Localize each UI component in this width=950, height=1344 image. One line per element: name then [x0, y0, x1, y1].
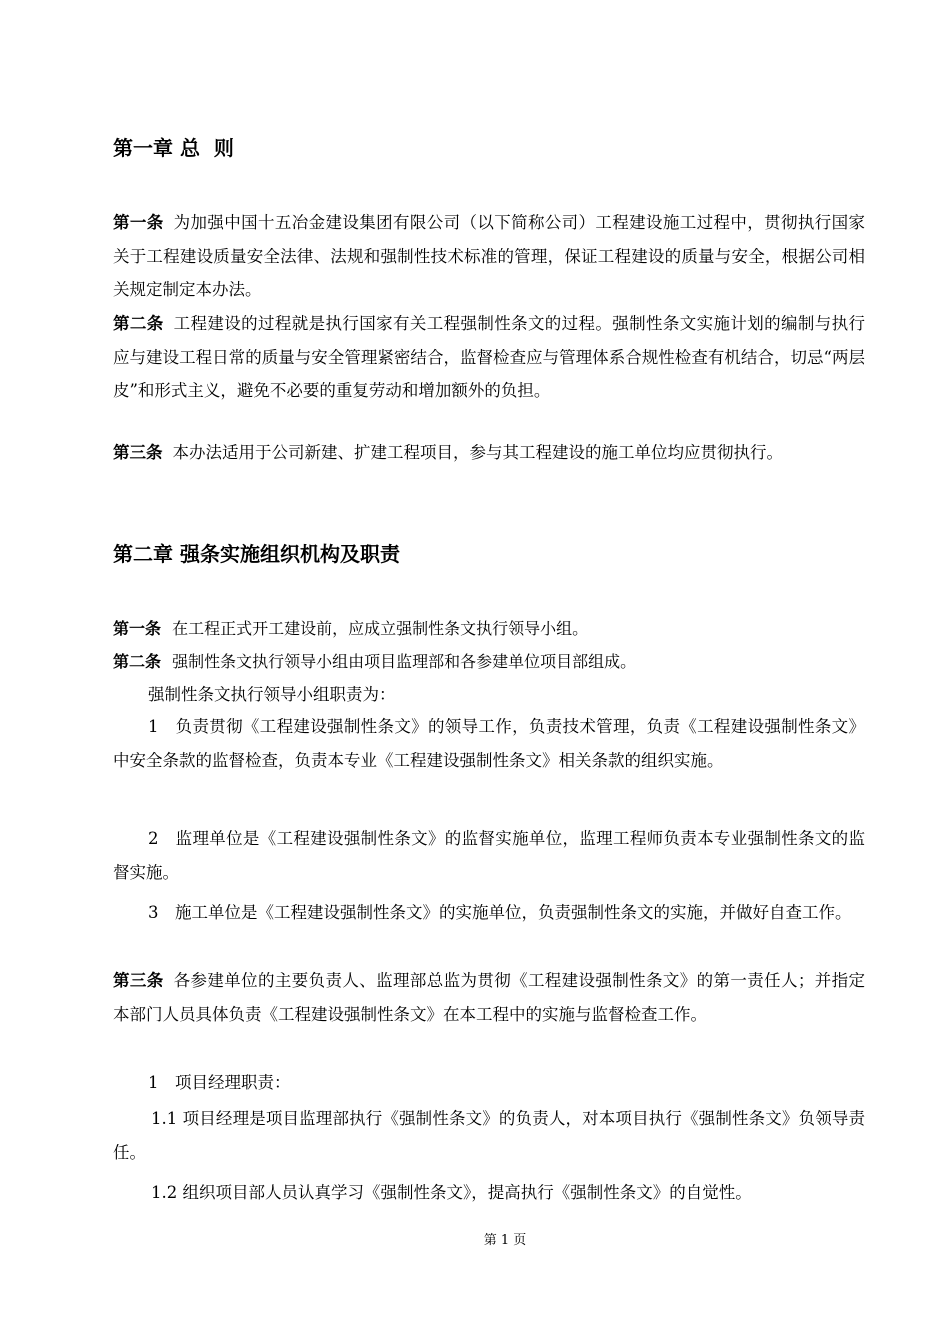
duty-item-2: 2 监理单位是《工程建设强制性条文》的监督实施单位，监理工程师负责本专业强制性条文的监督实施。: [113, 829, 865, 882]
article-label: 第三条: [113, 443, 163, 462]
article-text: 在工程正式开工建设前，应成立强制性条文执行领导小组。: [172, 619, 589, 638]
chapter-2-title: 第二章 强条实施组织机构及职责: [113, 542, 400, 566]
article-text: 强制性条文执行领导小组由项目监理部和各参建单位项目部组成。: [172, 652, 637, 671]
chapter-2-article-3: [113, 964, 865, 1031]
duty-item-3: 3 施工单位是《工程建设强制性条文》的实施单位，负责强制性条文的实施，并做好自查工作。: [148, 903, 852, 922]
article-label: 第二条: [113, 652, 162, 671]
page-number: 第 1 页: [483, 1233, 527, 1248]
chapter-2-article-2: [113, 648, 865, 675]
article-label: 第一条: [113, 619, 162, 638]
chapter-1-article-1: [113, 206, 865, 307]
article-text: 本办法适用于公司新建、扩建工程项目，参与其工程建设的施工单位均应贯彻执行。: [172, 443, 783, 462]
chapter-1-article-3: [113, 436, 865, 470]
article-text: 各参建单位的主要负责人、监理部总监为贯彻《工程建设强制性条文》的第一责任人；并指定本部门人员具体负责《工程建设强制性条文》在本工程中的实施与监督检查工作。: [113, 971, 866, 1024]
pm-duty-1-2: 1.2 组织项目部人员认真学习《强制性条文》，提高执行《强制性条文》的自觉性。: [151, 1183, 752, 1202]
pm-duty-1-1: 1.1 项目经理是项目监理部执行《强制性条文》的负责人，对本项目执行《强制性条文》负领导责任。: [113, 1109, 865, 1162]
article-label: 第二条: [113, 314, 164, 333]
chapter-2-article-1: [113, 615, 865, 642]
duty-item-1: 1 负责贯彻《工程建设强制性条文》的领导工作，负责技术管理，负责《工程建设强制性条文》中安全条款的监督检查，负责本专业《工程建设强制性条文》相关条款的组织实施。: [113, 717, 865, 770]
pm-duties-title: 1 项目经理职责：: [148, 1073, 291, 1092]
article-label: 第三条: [113, 971, 164, 990]
duties-intro: 强制性条文执行领导小组职责为：: [148, 685, 396, 704]
article-text: 工程建设的过程就是执行国家有关工程强制性条文的过程。强制性条文实施计划的编制与执行应与建设工程日常的质量与安全管理紧密结合，监督检查应与管理体系合规性检查有机结合，切忌“两层皮”和形式主义，避免不必要的重复劳动和增加额外的负担。: [113, 314, 866, 400]
article-text: 为加强中国十五冶金建设集团有限公司（以下简称公司）工程建设施工过程中，贯彻执行国家关于工程建设质量安全法律、法规和强制性技术标准的管理，保证工程建设的质量与安全，根据公司相关规定制定本办法。: [113, 213, 866, 299]
chapter-1-article-2: [113, 307, 865, 408]
article-label: 第一条: [113, 213, 164, 232]
chapter-1-title: 第一章 总 则: [113, 136, 234, 160]
